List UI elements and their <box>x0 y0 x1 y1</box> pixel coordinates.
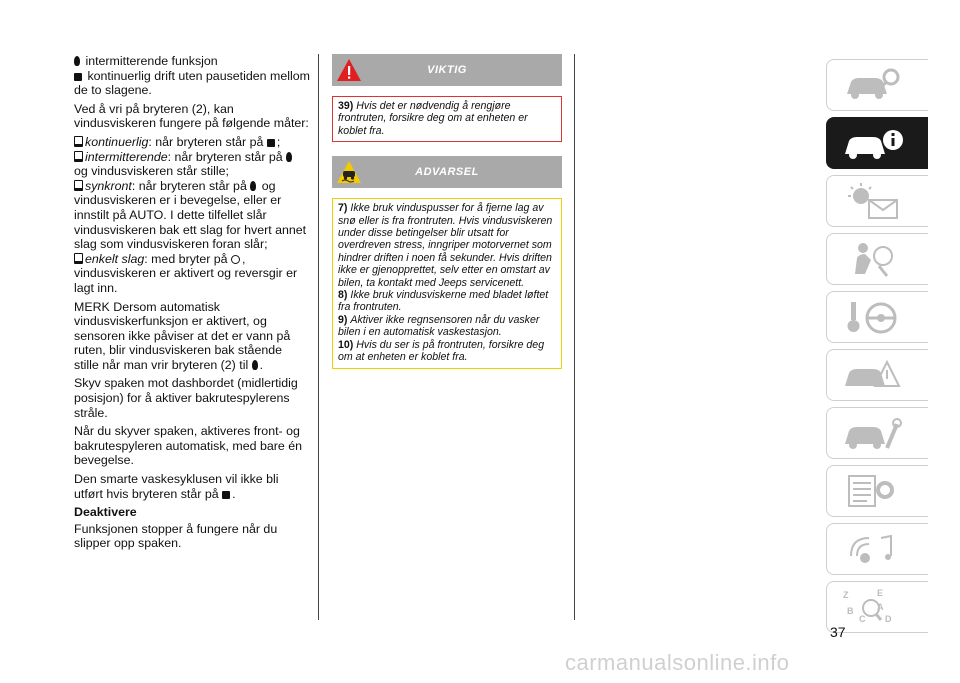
warning-triangle-icon <box>336 57 362 83</box>
note-text: Hvis det er nødvendig å rengjøre frontruten, forsikre deg om at enheten er koblet fra. <box>338 100 528 137</box>
filled-square-icon <box>267 139 275 147</box>
light-envelope-icon <box>841 182 905 220</box>
mode-intermittent-label: intermitterende <box>85 149 168 164</box>
tab-technical-data[interactable] <box>826 465 928 517</box>
text-continuous-drive: kontinuerlig drift uten pausetiden mellom de to slagene. <box>74 68 310 98</box>
tab-multimedia[interactable] <box>826 523 928 575</box>
tab-starting-driving[interactable] <box>826 291 928 343</box>
tab-dashboard-info[interactable] <box>826 117 928 169</box>
svg-text:D: D <box>885 614 892 624</box>
filled-square-icon <box>74 73 82 81</box>
svg-text:C: C <box>859 614 866 624</box>
switch-box-icon <box>74 136 83 147</box>
single-drop-icon <box>250 181 256 191</box>
notes-column <box>332 54 562 369</box>
note-number: 7) <box>338 202 348 215</box>
car-info-icon <box>841 124 905 162</box>
text-push-lever: Skyv spaken mot dashbordet (midlertidig posisjon) for å aktiver bakrutespylerens stråle. <box>74 376 298 420</box>
svg-text:B: B <box>847 606 854 616</box>
mode-single-end: , vindusviskeren er aktivert og reversgir er lagt inn. <box>74 251 298 295</box>
column-divider <box>318 54 319 620</box>
important-title: VIKTIG <box>427 64 467 76</box>
watermark: carmanualsonline.info <box>565 650 790 675</box>
note-end: . <box>259 357 264 372</box>
tab-in-emergency[interactable] <box>826 349 928 401</box>
chapter-tabs <box>826 59 928 639</box>
important-banner <box>332 54 562 86</box>
airbag-seat-icon <box>841 240 905 278</box>
mode-intermittent-text: : når bryteren står på <box>167 149 283 164</box>
car-skid-warning-icon <box>336 159 362 185</box>
text-spray-automatic: Når du skyver spaken, aktiveres front- og bakrutespyleren automatisk, med bare én bevegelse. <box>74 424 302 468</box>
warning-title: ADVARSEL <box>415 166 479 179</box>
single-drop-icon <box>252 360 258 370</box>
text-smart-wash: Den smarte vaskesyklusen vil ikke bli utført hvis bryteren står på <box>74 472 279 501</box>
mode-synchronous-label: synkront <box>85 178 132 193</box>
warning-banner <box>332 156 562 188</box>
note-auto-wiper: MERK Dersom automatisk vindusviskerfunksjon er aktivert, og sensoren ikke påviser at det er vann på ruten, blir vindusviskeren bak stående stille når man vrir bryteren (2) til <box>74 299 291 372</box>
tab-safety[interactable] <box>826 233 928 285</box>
svg-text:Z: Z <box>843 590 849 600</box>
note-text: Aktiver ikke regnsensoren når du vasker bilen i en automatisk vaskestasjon. <box>338 313 540 339</box>
warning-panel <box>332 198 562 368</box>
note-number: 39) <box>338 100 354 112</box>
body-text-column <box>74 54 310 555</box>
mode-continuous-label: kontinuerlig <box>85 134 149 149</box>
car-search-icon <box>841 66 905 104</box>
mode-synchronous-end: og vindusviskeren er i bevegelse, eller er innstilt på AUTO. I dette tilfellet slår vindusviskeren bak ett slag for hvert annet slag som vindusviskeren foran slår; <box>74 178 307 252</box>
text-turn-switch: Ved å vri på bryteren (2), kan vindusviskeren fungere på følgende måter: <box>74 101 309 131</box>
note-text: Hvis du ser is på frontruten, forsikre deg om at enheten er koblet fra. <box>338 338 545 364</box>
note-number: 10) <box>338 338 354 351</box>
tab-maintenance[interactable] <box>826 407 928 459</box>
mode-intermittent-end: og vindusviskeren står stille; <box>74 164 229 179</box>
note-number: 9) <box>338 313 348 326</box>
svg-text:A: A <box>877 602 884 612</box>
text-deactivate: Funksjonen stopper å fungere når du slipper opp spaken. <box>74 521 278 551</box>
page-number: 37 <box>830 624 846 640</box>
note-text: Ikke bruk vinduspusser for å fjerne lag av snø eller is fra frontruten. Hvis vindusviskeren under disse betingelser blir utsatt for overdreven stress, inngriper motorvernet som hindrer driften i noen få sekunder. Hvis driften ikke er gjenopprettet, selv etter en omstart av bilen, ta kontakt med Jeeps servicenett. <box>338 202 553 289</box>
note-number: 8) <box>338 289 348 302</box>
switch-box-icon <box>74 253 83 264</box>
multimedia-icon <box>841 530 905 568</box>
column-divider <box>574 54 575 620</box>
spec-gear-icon <box>841 472 905 510</box>
single-drop-icon <box>74 56 80 66</box>
mode-single-text: : med bryter på <box>144 251 228 266</box>
switch-box-icon <box>74 180 83 191</box>
important-panel <box>332 96 562 142</box>
mode-single-label: enkelt slag <box>85 251 145 266</box>
car-wrench-icon <box>841 414 905 452</box>
switch-box-icon <box>74 151 83 162</box>
ring-icon <box>231 255 240 264</box>
tab-getting-to-know-car[interactable] <box>826 59 928 111</box>
text-smart-wash-end: . <box>232 486 236 501</box>
heading-deactivate: Deaktivere <box>74 505 137 520</box>
note-text: Ikke bruk vindusviskerne med bladet løftet fra frontruten. <box>338 289 549 314</box>
tab-safety-lights[interactable] <box>826 175 928 227</box>
svg-text:E: E <box>877 588 884 598</box>
mode-continuous-end: ; <box>276 134 281 149</box>
alphabet-index-icon <box>841 588 905 626</box>
single-drop-icon <box>286 152 292 162</box>
text-intermittent-function: intermitterende funksjon <box>85 54 218 68</box>
key-steering-wheel-icon <box>841 298 905 336</box>
mode-continuous-text: : når bryteren står på <box>148 134 264 149</box>
mode-synchronous-text: : når bryteren står på <box>131 178 247 193</box>
car-warning-icon <box>841 356 905 394</box>
filled-square-icon <box>222 491 230 499</box>
